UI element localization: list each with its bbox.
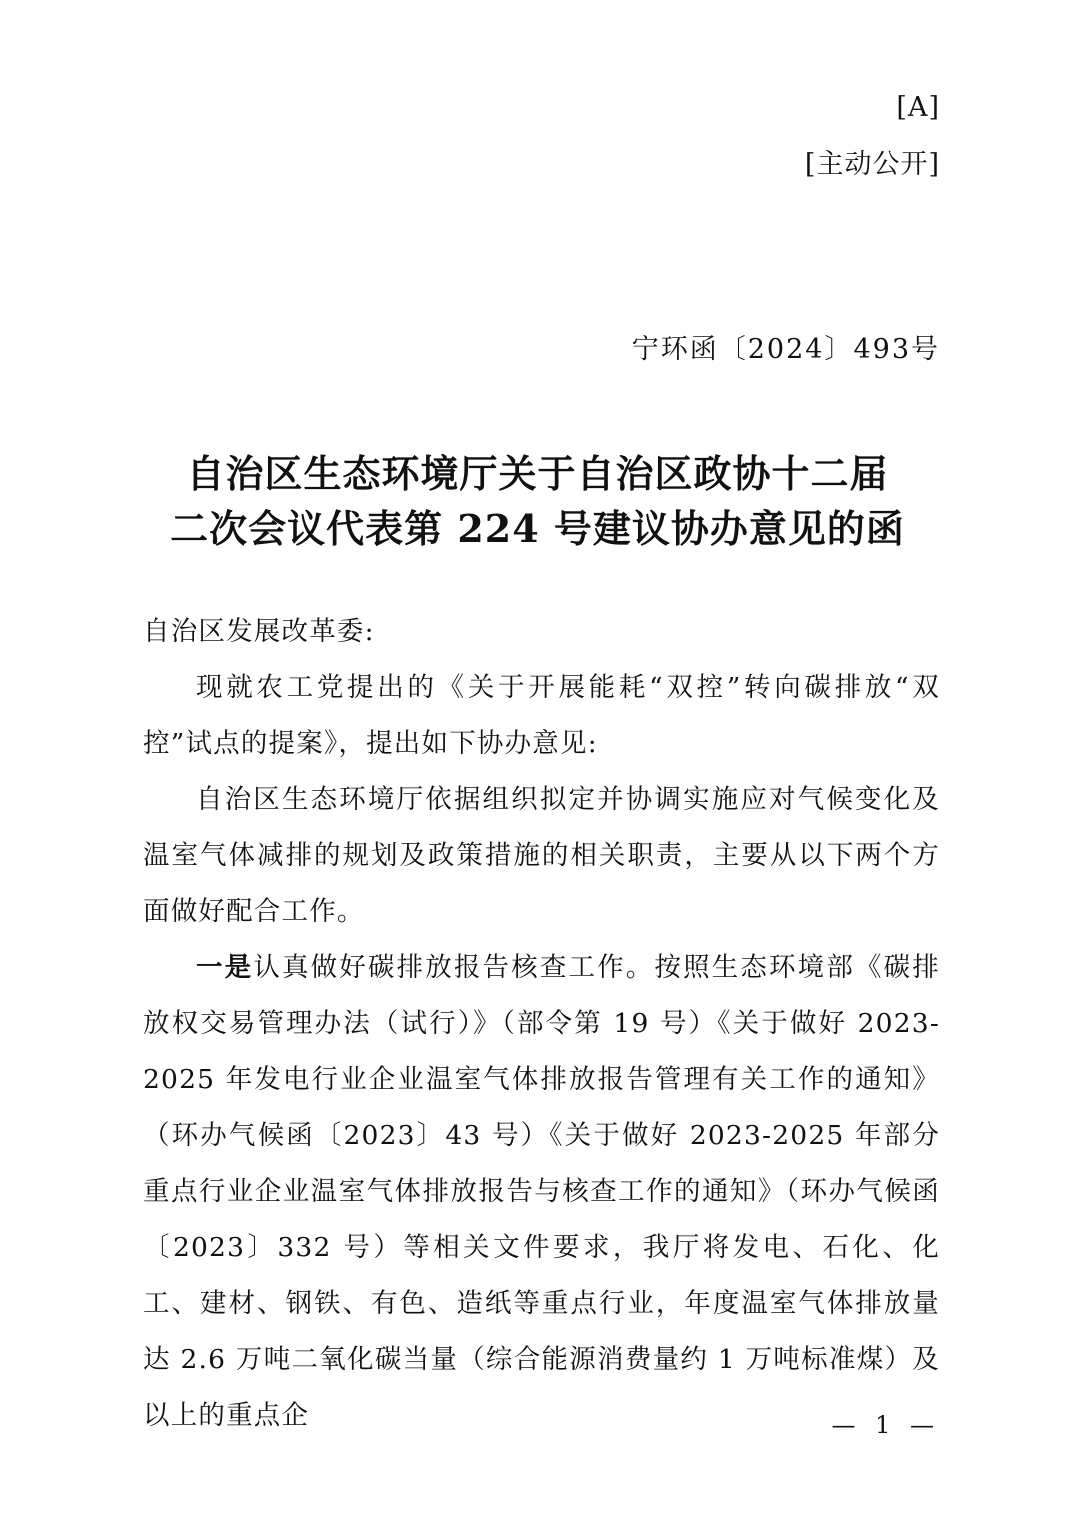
document-title-line-2: 二次会议代表第 224 号建议协办意见的函	[170, 506, 905, 551]
salutation-text: 自治区发展改革委:	[143, 616, 375, 647]
page-number: — 1 —	[831, 1411, 940, 1439]
body-text	[143, 660, 940, 1444]
paragraph-1: 现就农工党提出的《关于开展能耗“双控”转向碳排放“双控”试点的提案》，提出如下协办意见:	[143, 672, 940, 759]
document-title-line-1: 自治区生态环境厅关于自治区政协十二届	[186, 451, 889, 496]
disclosure-label: [主动公开]	[804, 149, 940, 180]
paragraph-3	[143, 940, 940, 1444]
salutation	[143, 604, 940, 660]
paragraph-3-lead: 一是	[196, 952, 254, 983]
paragraph-2: 自治区生态环境厅依据组织拟定并协调实施应对气候变化及温室气体减排的规划及政策措施的相关职责，主要从以下两个方面做好配合工作。	[143, 784, 940, 927]
security-grade-label: [A]	[896, 92, 940, 123]
document-number: 宁环函〔2024〕493号	[631, 334, 940, 365]
paragraph-3-text: 认真做好碳排放报告核查工作。按照生态环境部《碳排放权交易管理办法（试行）》（部令第 19 号）《关于做好 2023-2025 年发电行业企业温室气体排放报告管理有关工作的通知》（环办气候函〔2023〕43 号）《关于做好 2023-2025 年部分重点行业企业温室气体排放报告与核查工作的通知》（环办气候函〔2023〕332 号）等相关文件要求，我厅将发电、石化、化工、建材、钢铁、有色、造纸等重点行业，年度温室气体排放量达 2.6 万吨二氧化碳当量（综合能源消费量约 1 万吨标准煤）及以上的重点企	[143, 952, 940, 1431]
